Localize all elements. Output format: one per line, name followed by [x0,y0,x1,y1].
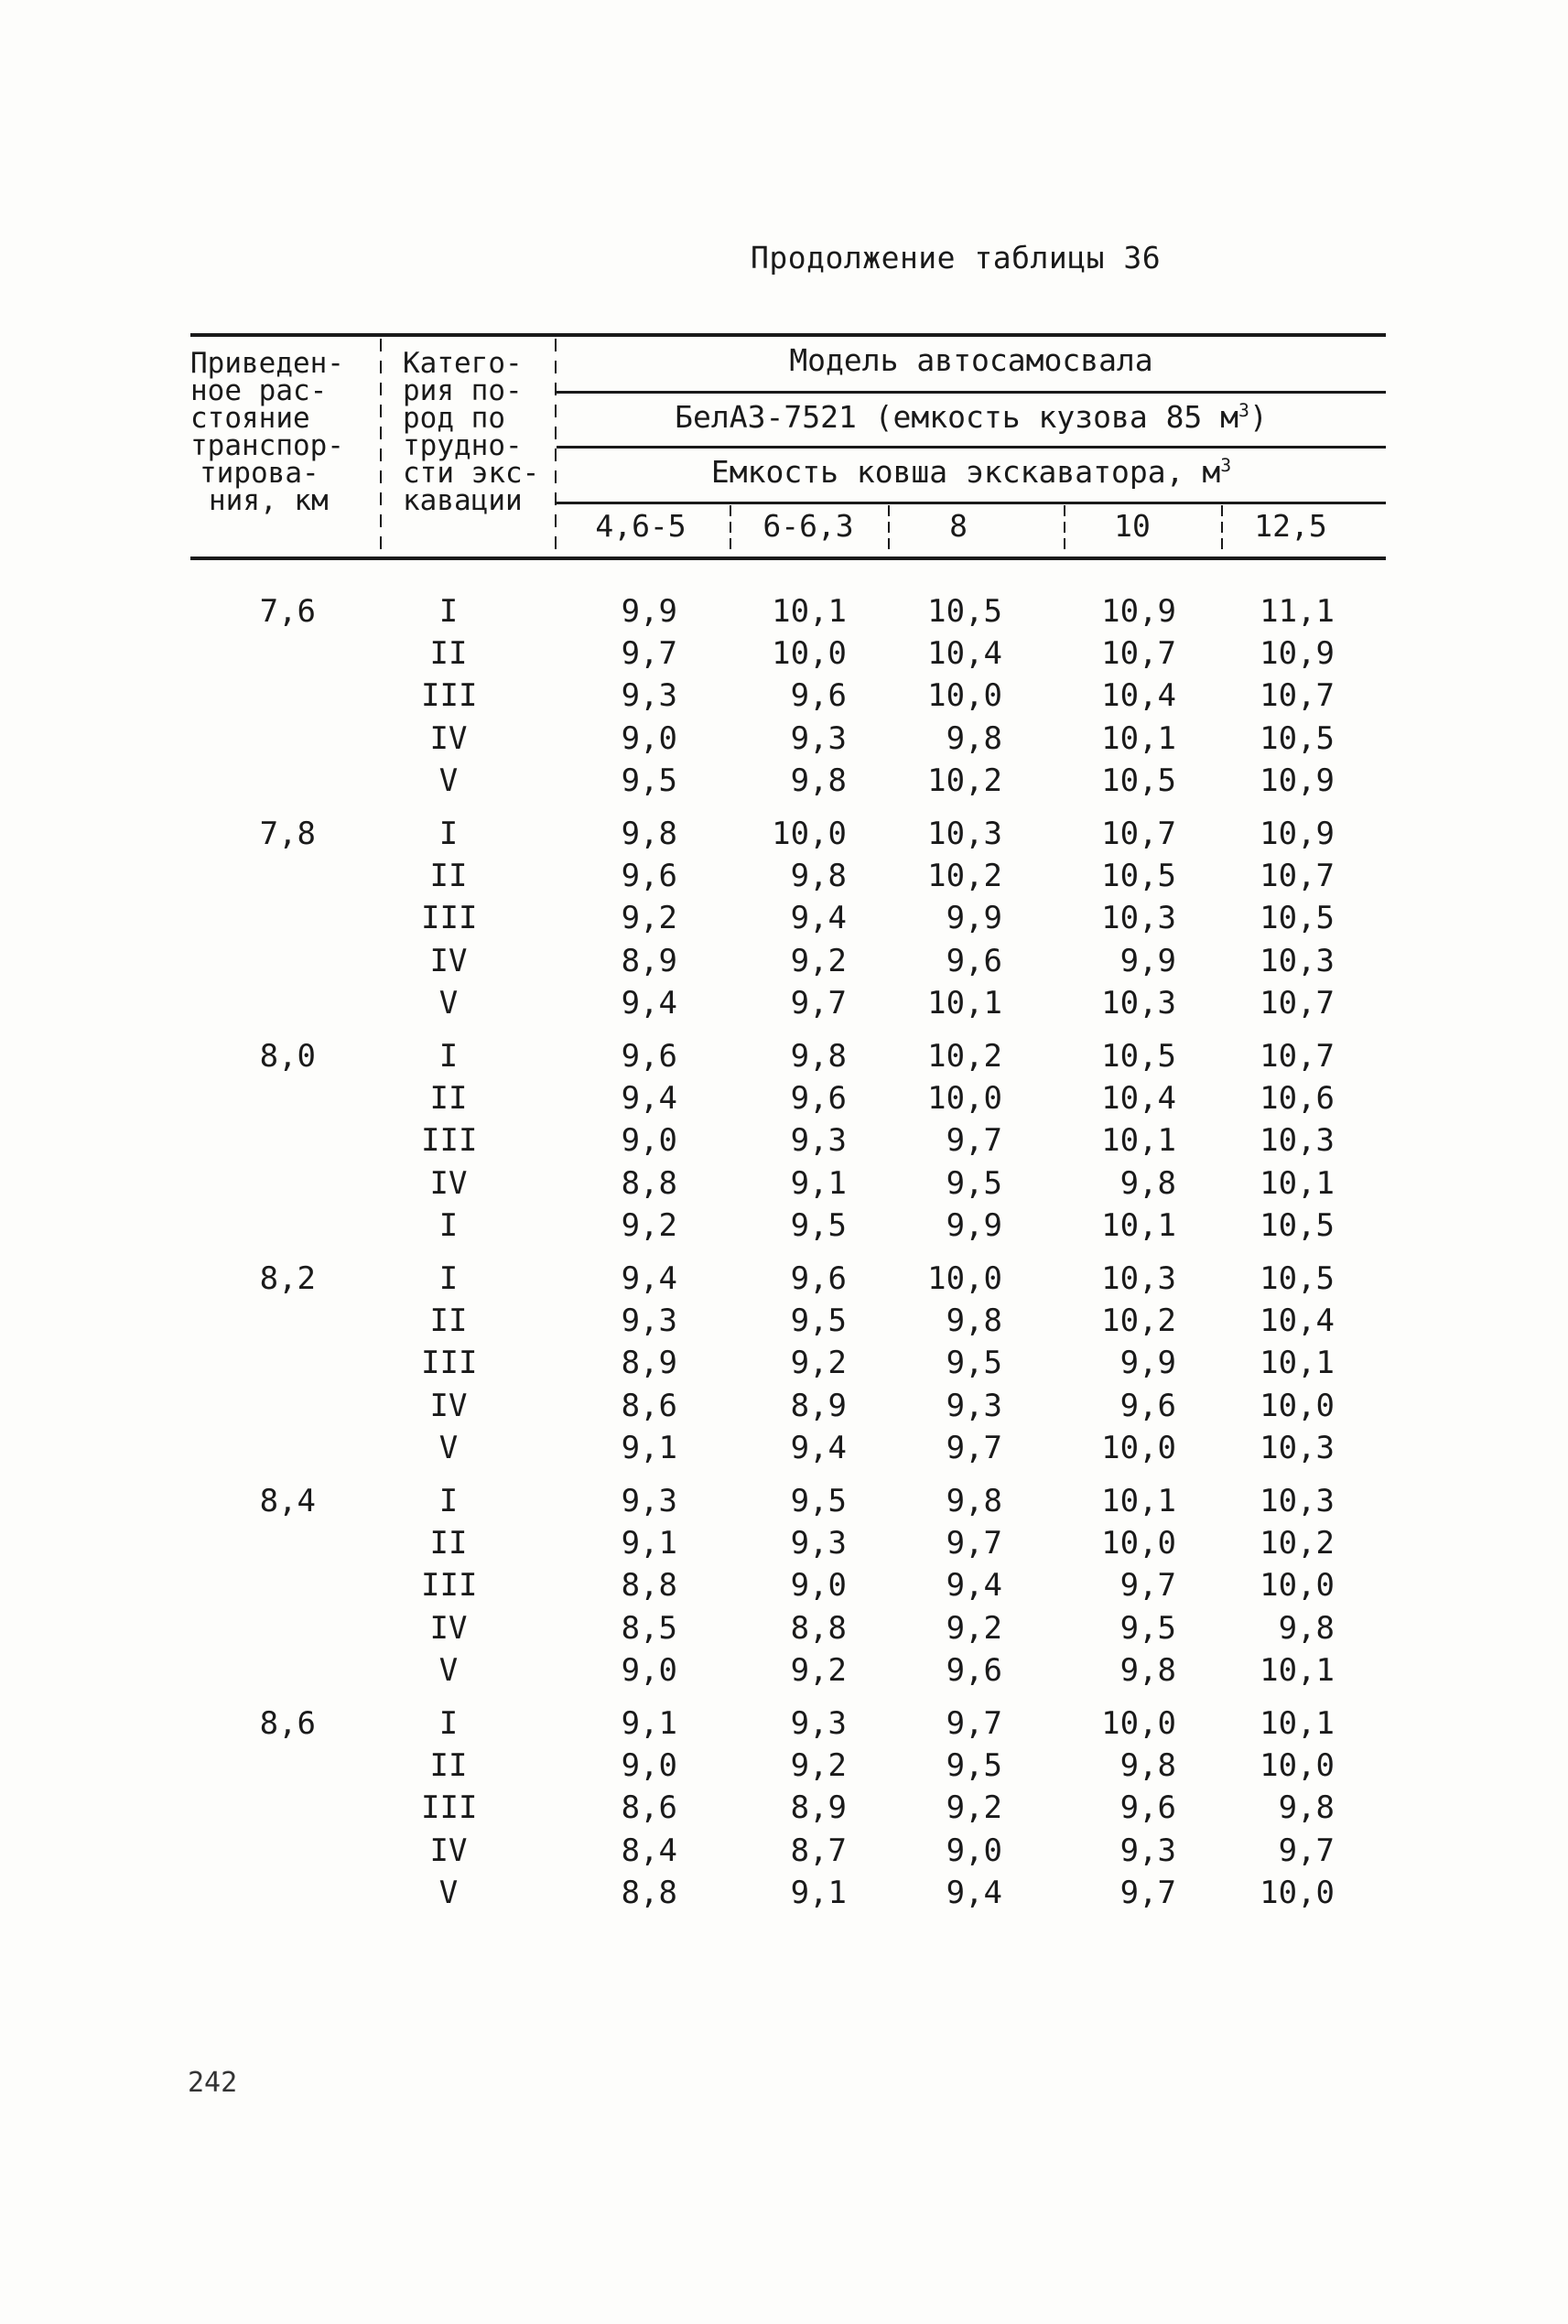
table-cell: 10,1 [1260,1651,1335,1689]
table-cell: 10,3 [1101,984,1176,1021]
table-cell: 8,4 [621,1832,677,1869]
table-cell: 9,2 [790,1345,847,1382]
table-cell: 9,9 [946,900,1002,937]
table-cell: 8,7 [790,1832,847,1869]
table-cell: 9,8 [946,1483,1002,1519]
category-value: II [429,1525,468,1562]
table-cell: 10,0 [1101,1705,1176,1742]
table-cell: 9,2 [790,942,847,979]
table-cell: 9,8 [1278,1609,1335,1647]
table-cell: 9,1 [621,1705,677,1742]
table-cell: 10,1 [1260,1345,1335,1382]
model-title: Модель автосамосвала [789,342,1153,378]
table-cell: 10,0 [927,1080,1002,1118]
table-cell: 9,7 [1278,1832,1335,1869]
category-value: IV [429,942,468,979]
table-cell: 10,2 [927,1038,1002,1075]
category-value: III [421,900,478,937]
table-cell: 8,9 [621,1345,677,1382]
category-value: IV [429,1609,468,1647]
header-bottom-rule [190,557,1386,560]
table-cell: 9,9 [946,1206,1002,1244]
distance-value: 8,4 [259,1483,316,1519]
table-cell: 9,7 [790,984,847,1021]
table-cell: 9,7 [1119,1567,1176,1605]
table-cell: 10,3 [1260,1429,1335,1466]
table-cell: 10,1 [1101,1483,1176,1519]
table-cell: 10,0 [1260,1567,1335,1605]
page-number: 242 [188,2067,238,2099]
table-cell: 9,3 [790,719,847,757]
distance-value: 7,6 [259,593,316,630]
table-cell: 9,6 [621,858,677,895]
table-cell: 9,0 [790,1567,847,1605]
capacity-header: 4,6-5 [595,508,687,544]
table-cell: 9,6 [1119,1387,1176,1424]
table-cell: 9,2 [621,1206,677,1244]
table-cell: 9,8 [1119,1651,1176,1689]
header-category: Катего- рия по- род по трудно- сти экс- кавации [403,347,540,517]
table-cell: 9,8 [790,1038,847,1075]
table-cell: 10,3 [1260,1122,1335,1160]
category-value: II [429,858,468,895]
table-cell: 8,9 [790,1387,847,1424]
table-cell: 9,2 [790,1651,847,1689]
category-value: V [438,762,459,799]
category-value: I [438,1206,459,1244]
table-cell: 9,3 [621,677,677,715]
table-cell: 10,0 [772,635,847,673]
category-value: I [438,1038,459,1075]
category-value: II [429,1303,468,1340]
table-cell: 9,4 [946,1567,1002,1605]
table-cell: 10,5 [1260,719,1335,757]
table-cell: 9,1 [621,1429,677,1466]
category-value: I [438,593,459,630]
category-value: III [421,1567,478,1605]
capacity-header: 6-6,3 [762,508,854,544]
table-cell: 9,3 [621,1303,677,1340]
table-cell: 10,0 [1101,1525,1176,1562]
table-cell: 8,8 [790,1609,847,1647]
table-cell: 10,7 [1260,1038,1335,1075]
table-cell: 10,7 [1260,984,1335,1021]
bucket-title: Емкость ковша экскаватора, $м^3$ [710,454,1232,490]
table-cell: 9,5 [946,1345,1002,1382]
table-cell: 9,7 [946,1705,1002,1742]
table-cell: 9,8 [946,719,1002,757]
table-cell: 11,1 [1260,593,1335,630]
category-value: III [421,677,478,715]
table-cell: 9,8 [790,858,847,895]
truck-rule [557,391,1386,394]
table-cell: 10,6 [1260,1080,1335,1118]
table-cell: 8,8 [621,1874,677,1911]
table-cell: 10,9 [1101,593,1176,630]
table-cell: 8,9 [790,1789,847,1827]
table-cell: 9,4 [946,1874,1002,1911]
table-cell: 10,2 [927,762,1002,799]
table-caption: Продолжение таблицы 36 [751,240,1162,276]
category-value: V [438,984,459,1021]
table-cell: 10,2 [927,858,1002,895]
table-cell: 10,0 [927,677,1002,715]
table-cell: 10,5 [1101,762,1176,799]
table-cell: 9,6 [790,677,847,715]
table-cell: 10,7 [1101,635,1176,673]
table-cell: 9,0 [946,1832,1002,1869]
table-cell: 9,4 [790,1429,847,1466]
table-cell: 9,3 [946,1387,1002,1424]
table-cell: 10,0 [927,1260,1002,1297]
category-value: IV [429,1387,468,1424]
table-cell: 10,4 [927,635,1002,673]
distance-value: 7,8 [259,816,316,852]
table-cell: 9,3 [790,1705,847,1742]
table-cell: 10,7 [1260,858,1335,895]
table-cell: 9,0 [621,1747,677,1785]
table-cell: 8,5 [621,1609,677,1647]
table-cell: 8,6 [621,1789,677,1827]
table-cell: 9,5 [1119,1609,1176,1647]
table-cell: 9,6 [946,1651,1002,1689]
table-cell: 9,8 [1278,1789,1335,1827]
table-cell: 10,2 [1101,1303,1176,1340]
table-cell: 9,1 [790,1164,847,1202]
category-value: I [438,1260,459,1297]
table-cell: 10,5 [927,593,1002,630]
table-cell: 9,4 [621,1080,677,1118]
table-cell: 10,1 [1260,1705,1335,1742]
category-value: II [429,1080,468,1118]
truck-title: БелАЗ-7521 (емкость кузова 85 $м^3$) [675,399,1268,435]
table-cell: 9,7 [946,1122,1002,1160]
distance-value: 8,2 [259,1260,316,1297]
table-cell: 9,6 [621,1038,677,1075]
category-value: I [438,1483,459,1519]
category-value: V [438,1429,459,1466]
table-cell: 9,9 [1119,942,1176,979]
table-cell: 10,3 [1260,1483,1335,1519]
table-cell: 10,0 [1260,1874,1335,1911]
table-cell: 10,0 [1101,1429,1176,1466]
table-cell: 10,0 [772,816,847,852]
distance-value: 8,0 [259,1038,316,1075]
category-value: V [438,1651,459,1689]
category-value: V [438,1874,459,1911]
table-cell: 9,5 [946,1164,1002,1202]
table-cell: 9,8 [621,816,677,852]
table-cell: 9,2 [790,1747,847,1785]
cap-separator-1 [730,505,731,555]
table-cell: 10,3 [1101,1260,1176,1297]
table-cell: 9,8 [946,1303,1002,1340]
category-value: III [421,1345,478,1382]
table-cell: 9,5 [790,1206,847,1244]
table-cell: 9,6 [1119,1789,1176,1827]
category-value: IV [429,1832,468,1869]
table-cell: 9,8 [790,762,847,799]
table-cell: 9,4 [621,1260,677,1297]
table-cell: 9,0 [621,1651,677,1689]
table-cell: 10,7 [1101,816,1176,852]
table-cell: 10,1 [772,593,847,630]
table-cell: 8,8 [621,1164,677,1202]
distance-value: 8,6 [259,1705,316,1742]
table-cell: 9,3 [1119,1832,1176,1869]
bucket-rule [557,446,1386,449]
table-cell: 8,6 [621,1387,677,1424]
category-value: III [421,1789,478,1827]
table-cell: 10,9 [1260,635,1335,673]
table-cell: 9,4 [790,900,847,937]
table-cell: 9,0 [621,719,677,757]
table-cell: 9,1 [790,1874,847,1911]
table-cell: 10,4 [1101,1080,1176,1118]
table-cell: 9,3 [621,1483,677,1519]
table-cell: 10,1 [1101,1122,1176,1160]
table-cell: 9,3 [790,1525,847,1562]
table-cell: 9,7 [946,1429,1002,1466]
table-cell: 10,5 [1260,1206,1335,1244]
table-cell: 9,8 [1119,1164,1176,1202]
category-value: II [429,635,468,673]
table-cell: 9,3 [790,1122,847,1160]
table-cell: 9,5 [790,1303,847,1340]
table-cell: 10,5 [1101,858,1176,895]
table-cell: 10,1 [1101,1206,1176,1244]
table-cell: 9,9 [621,593,677,630]
category-value: II [429,1747,468,1785]
table-cell: 10,3 [1101,900,1176,937]
table-cell: 10,1 [927,984,1002,1021]
table-cell: 10,7 [1260,677,1335,715]
table-cell: 10,3 [1260,942,1335,979]
table-cell: 9,2 [946,1789,1002,1827]
table-cell: 9,7 [1119,1874,1176,1911]
table-cell: 9,5 [946,1747,1002,1785]
col-separator-1 [380,339,382,555]
capacity-header: 12,5 [1254,508,1327,544]
table-cell: 10,0 [1260,1387,1335,1424]
table-cell: 10,1 [1260,1164,1335,1202]
table-cell: 10,5 [1101,1038,1176,1075]
category-value: IV [429,1164,468,1202]
table-cell: 9,5 [790,1483,847,1519]
table-cell: 10,4 [1260,1303,1335,1340]
table-cell: 10,5 [1260,900,1335,937]
table-cell: 10,1 [1101,719,1176,757]
table-cell: 8,8 [621,1567,677,1605]
table-cell: 9,1 [621,1525,677,1562]
capacity-header: 8 [949,508,968,544]
table-cell: 10,9 [1260,762,1335,799]
table-cell: 9,5 [621,762,677,799]
category-value: I [438,816,459,852]
table-cell: 9,8 [1119,1747,1176,1785]
table-cell: 10,9 [1260,816,1335,852]
table-cell: 9,4 [621,984,677,1021]
table-cell: 9,2 [946,1609,1002,1647]
table-cell: 10,2 [1260,1525,1335,1562]
capacity-header: 10 [1114,508,1151,544]
header-distance: Приведен- ное рас- стояние транспор- тирова- ния, км [190,347,344,517]
table-cell: 10,3 [927,816,1002,852]
table-cell: 9,6 [790,1260,847,1297]
category-value: III [421,1122,478,1160]
table-cell: 9,0 [621,1122,677,1160]
table-cell: 9,9 [1119,1345,1176,1382]
table-cell: 9,6 [946,942,1002,979]
category-value: I [438,1705,459,1742]
table-cell: 9,6 [790,1080,847,1118]
category-value: IV [429,719,468,757]
table-cell: 8,9 [621,942,677,979]
table-cell: 10,4 [1101,677,1176,715]
header-top-rule [190,333,1386,337]
capacity-rule [557,502,1386,504]
table-cell: 9,7 [621,635,677,673]
table-cell: 9,2 [621,900,677,937]
table-cell: 9,7 [946,1525,1002,1562]
table-cell: 10,5 [1260,1260,1335,1297]
table-cell: 10,0 [1260,1747,1335,1785]
